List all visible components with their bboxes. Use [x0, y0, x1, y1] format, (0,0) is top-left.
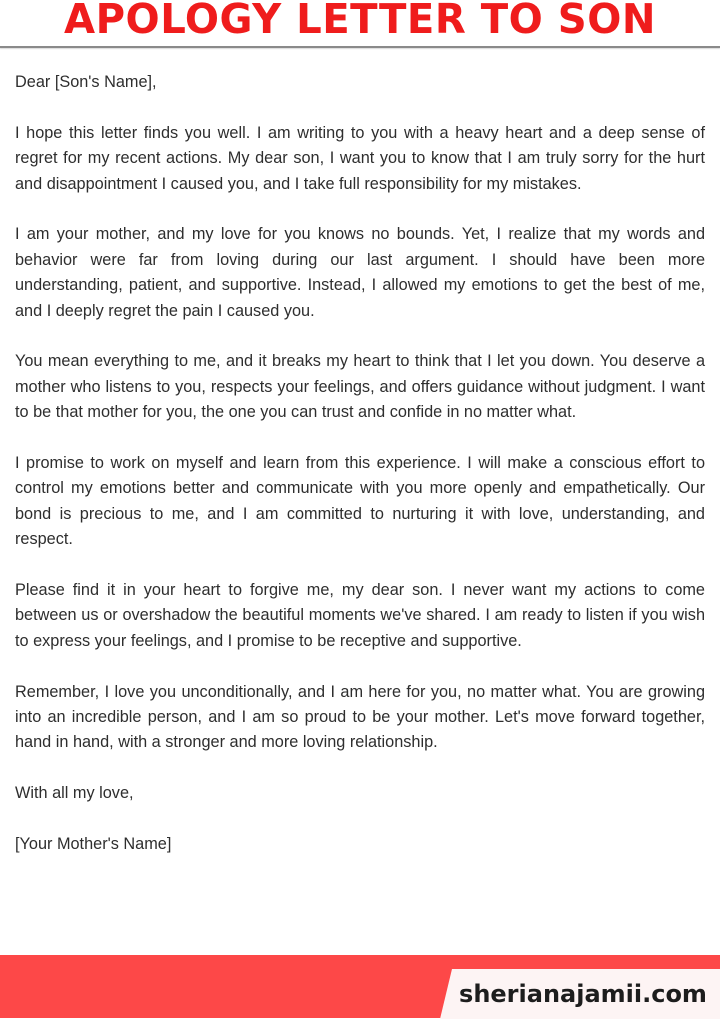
- title-divider: [0, 46, 720, 48]
- paragraph-4: I promise to work on myself and learn from this experience. I will make a conscious effort to control my emotions better and communicate with you more openly and empathetically. Our bond is precious to me, and I am committed to nurturing it with love, understanding, and respect.: [15, 454, 705, 549]
- paragraph-6: Remember, I love you unconditionally, and I am here for you, no matter what. You are growing into an incredible person, and I am so proud to be your mother. Let's move forward together, hand in hand, with a stronger and more loving relationship.: [15, 682, 705, 752]
- paragraph-1: I hope this letter finds you well. I am writing to you with a heavy heart and a deep sense of regret for my recent actions. My dear son, I want you to know that I am truly sorry for the hurt and disappointment I caused you, and I take full responsibility for my mistakes.: [15, 123, 705, 193]
- signature: [Your Mother's Name]: [15, 835, 172, 854]
- closing: With all my love,: [15, 784, 134, 803]
- page-title: APOLOGY LETTER TO SON: [64, 0, 656, 43]
- paragraph-5: Please find it in your heart to forgive me, my dear son. I never want my actions to come between us or overshadow the beautiful moments we've shared. I am ready to listen if you wish to express your feelings, and I promise to be receptive and supportive.: [15, 581, 705, 650]
- website-link[interactable]: sherianajamii.com: [459, 980, 707, 1008]
- letter-body: [15, 70, 705, 883]
- paragraph-2: I am your mother, and my love for you knows no bounds. Yet, I realize that my words and behavior were far from loving during our last argument. I should have been more understanding, patient, and supportive. Instead, I allowed my emotions to get the best of me, and I deeply regret the pain I caused you.: [15, 225, 705, 320]
- salutation: Dear [Son's Name],: [15, 73, 157, 91]
- paragraph-3: You mean everything to me, and it breaks my heart to think that I let you down. You deserve a mother who listens to you, respects your feelings, and offers guidance without judgment. I want to be that mother for you, the one you can trust and confide in no matter what.: [15, 352, 705, 422]
